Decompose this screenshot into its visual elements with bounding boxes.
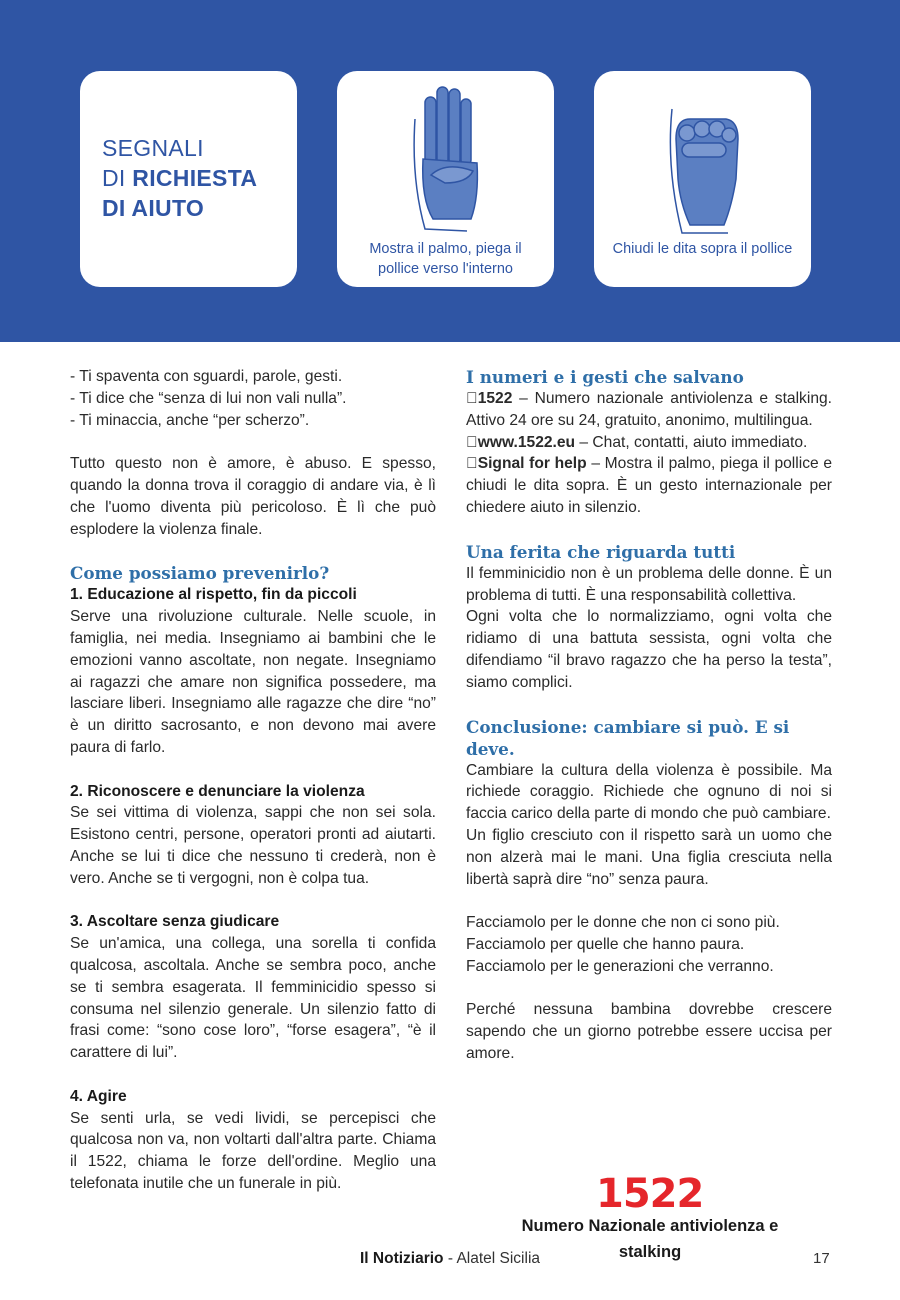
closed-fist-icon [658,79,748,239]
title-card [80,71,297,287]
box-glyph:   [466,455,478,473]
number-entry-signal [466,453,832,518]
conclusion-paragraph-1: Cambiare la cultura della violenza è possibile. Ma richiede coraggio. Richiede che ognuno di noi si faccia carico della parte di mondo che può cambiare. [466,761,832,823]
helpline-number: 1522 [596,1171,704,1217]
item-text-1: Serve una rivoluzione culturale. Nelle scuole, in famiglia, nei media. Insegniamo ai bambini che le emozioni vanno ascoltate, non negate. Insegniamo ai ragazzi che amare non significa possedere, ma lasciare liberi. Insegniamo alle ragazze che dire “no” è un diritto sacrosanto, e non devono mai avere paura di farlo. [70,608,436,756]
title-line-2 [102,163,257,193]
item-text-4: Se senti urla, se vedi lividi, se percepisci che qualcosa non va, non voltarti dall'altra parte. Chiama il 1522, chiama le forze dell'ordine. Meglio una telefonata inutile che un funerale in più. [70,1109,436,1192]
list-item: - Ti spaventa con sguardi, parole, gesti. [70,368,343,385]
number-1522-desc: – Numero nazionale antiviolenza e stalking. Attivo 24 ore su 24, gratuito, anonimo, multilingua. [466,390,832,429]
header-banner [0,0,900,342]
footer-publication [0,1250,900,1268]
title-line-2-strong: RICHIESTA [132,165,258,191]
item-title-2: 2. Riconoscere e denunciare la violenza [70,782,365,800]
box-glyph:   [466,390,478,407]
section-title-prevent: Come possiamo prevenirlo? [70,563,330,584]
number-1522: 1522 [477,390,513,407]
left-column [70,366,436,1195]
right-column [466,366,832,1065]
wound-paragraph-1: Il femminicidio non è un problema delle donne. È un problema di tutti. È una responsabilità collettiva. [466,564,832,604]
item-title-3: 3. Ascoltare senza giudicare [70,913,280,931]
open-palm-icon [401,79,491,239]
number-entry-1522 [466,388,832,432]
item-title-4: 4. Agire [70,1087,127,1105]
publication-name: Il Notiziario [359,1250,444,1267]
list-item: - Ti dice che “senza di lui non vali nulla”. [70,389,347,407]
item-text-2: Se sei vittima di violenza, sappi che non sei sola. Esistono centri, persone, operatori pronti ad aiutarti. Anche se lui ti dice che nessuno ti crederà, non è vero. Anche se ti vergogni, non è colpa tua. [70,804,436,887]
title-line-3: DI AIUTO [102,195,205,221]
helpline-caption: Numero Nazionale antiviolenza e stalking [521,1217,779,1261]
title-line-1: SEGNALI [102,135,204,161]
wound-paragraph-2: Ogni volta che lo normalizziamo, ogni volta che ridiamo di una battuta sessista, ogni volta che difendiamo “il bravo ragazzo che ha perso la testa”, siamo complici. [466,608,832,691]
gesture-caption-palm: Mostra il palmo, piega il pollice verso l'interno [369,241,522,277]
conclusion-paragraph-2: Un figlio cresciuto con il rispetto sarà un uomo che non alzerà mai le mani. Una figlia cresciuta nella libertà saprà dire “no” senza paura. [466,826,832,888]
closing-line: Facciamolo per le generazioni che verranno. [466,957,774,975]
item-text-3: Se un'amica, una collega, una sorella ti confida qualcosa, ascoltala. Anche se sembra poco, anche se ti sembra esagerata. Il femminicidio spesso si consuma nel silenzio generale. Un silenzio fatto di frasi come: “sono cose loro”, “forse esagera”, “è il carattere di lui”. [70,935,436,1062]
section-title-wound: Una ferita che riguarda tutti [466,541,736,562]
signal-for-help: Signal for help [477,455,587,473]
gesture-card-fist [594,71,811,287]
list-item: - Ti minaccia, anche “per scherzo”. [70,411,310,429]
final-paragraph: Perché nessuna bambina dovrebbe crescere sapendo che un giorno potrebbe essere uccisa per amore. [466,1001,832,1062]
section-title-conclusion: Conclusione: cambiare si può. E si deve. [466,716,790,759]
signal-desc: – Mostra il palmo, piega il pollice e chiudi le dita sopra. È un gesto internazionale per chiedere aiuto in silenzio. [466,455,833,516]
website-link[interactable]: www.1522.eu [477,433,576,451]
section-title-numbers: I numeri e i gesti che salvano [466,367,744,387]
gesture-caption-fist: Chiudi le dita sopra il pollice [612,241,793,257]
closing-line: Facciamolo per le donne che non ci sono più. [466,914,780,932]
intro-paragraph: Tutto questo non è amore, è abuso. E spesso, quando la donna trova il coraggio di andare via, è lì che l'uomo diventa più pericoloso. È lì che può esplodere la violenza finale. [70,455,436,538]
page-title [102,133,257,223]
closing-line: Facciamolo per quelle che hanno paura. [466,935,745,953]
website-desc: – Chat, contatti, aiuto immediato. [575,433,808,451]
publication-suffix: - Alatel Sicilia [443,1250,541,1267]
gesture-card-palm [337,71,554,287]
page-number: 17 [813,1250,830,1267]
number-entry-website [466,432,832,454]
box-glyph:   [466,433,478,451]
title-line-2-prefix: DI [102,165,133,191]
item-title-1: 1. Educazione al rispetto, fin da piccoli [70,586,357,604]
